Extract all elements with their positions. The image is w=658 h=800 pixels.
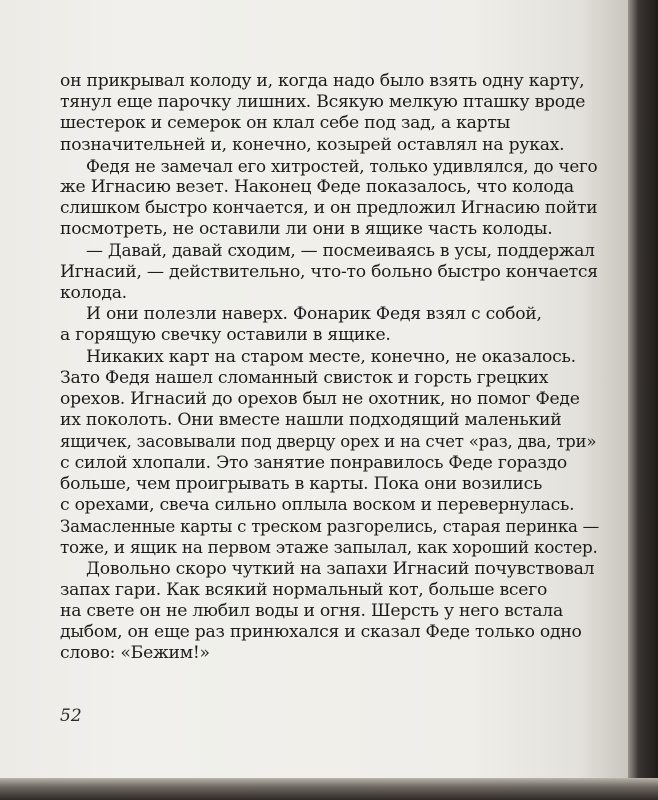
text-line: на свете он не любил воды и огня. Шерсть у него встала xyxy=(60,601,563,622)
text-line: тянул еще парочку лишних. Всякую мелкую пташку вроде xyxy=(60,92,586,113)
text-line: посмотреть, не оставили ли они в ящике часть колоды. xyxy=(60,219,553,240)
text-line: Замасленные карты с треском разгорелись, старая перинка — xyxy=(60,517,599,537)
page-gutter-shadow xyxy=(628,0,658,800)
page-bottom-edge xyxy=(0,778,658,800)
text-line: ящичек, засовывали под дверцу орех и на счет «раз, два, три» xyxy=(60,432,597,452)
page-number: 52 xyxy=(60,706,82,726)
body-text xyxy=(60,71,600,665)
text-line: Игнасий, — действительно, что-то больно быстро кончается xyxy=(60,261,598,282)
text-line: слово: «Бежим!» xyxy=(60,643,210,664)
text-line: И они полезли наверх. Фонарик Федя взял с собой, xyxy=(86,304,542,325)
text-line: с орехами, свеча сильно оплыла воском и перевернулась. xyxy=(60,495,575,516)
text-line: слишком быстро кончается, и он предложил Игнасию пойти xyxy=(60,198,598,219)
text-line: а горящую свечку оставили в ящике. xyxy=(60,325,391,346)
text-line: Никаких карт на старом месте, конечно, не оказалось. xyxy=(86,346,576,367)
text-line: их поколоть. Они вместе нашли подходящий маленький xyxy=(60,410,562,431)
text-line: с силой хлопали. Это занятие понравилось Феде гораздо xyxy=(60,452,567,473)
text-line: больше, чем проигрывать в карты. Пока они возились xyxy=(60,473,543,494)
text-line: же Игнасию везет. Наконец Феде показалось, что колода xyxy=(60,177,574,198)
text-line: позначительней и, конечно, козырей оставлял на руках. xyxy=(60,134,565,155)
text-line: Зато Федя нашел сломанный свисток и горсть грецких xyxy=(60,367,549,388)
text-line: запах гари. Как всякий нормальный кот, больше всего xyxy=(60,579,548,600)
text-line: шестерок и семерок он клал себе под зад, а карты xyxy=(60,113,511,134)
text-line: колода. xyxy=(60,283,127,304)
text-line: — Давай, давай сходим, — посмеиваясь в усы, поддержал xyxy=(86,240,595,261)
text-line: дыбом, он еще раз принюхался и сказал Феде только одно xyxy=(60,622,582,643)
text-line: орехов. Игнасий до орехов был не охотник, но помог Феде xyxy=(60,389,580,410)
text-line: Федя не замечал его хитростей, только удивлялся, до чего xyxy=(86,155,598,176)
text-line: Довольно скоро чуткий на запахи Игнасий почувствовал xyxy=(86,558,595,579)
text-line: тоже, и ящик на первом этаже запылал, как хороший костер. xyxy=(60,537,598,558)
text-line: он прикрывал колоду и, когда надо было взять одну карту, xyxy=(60,71,585,91)
